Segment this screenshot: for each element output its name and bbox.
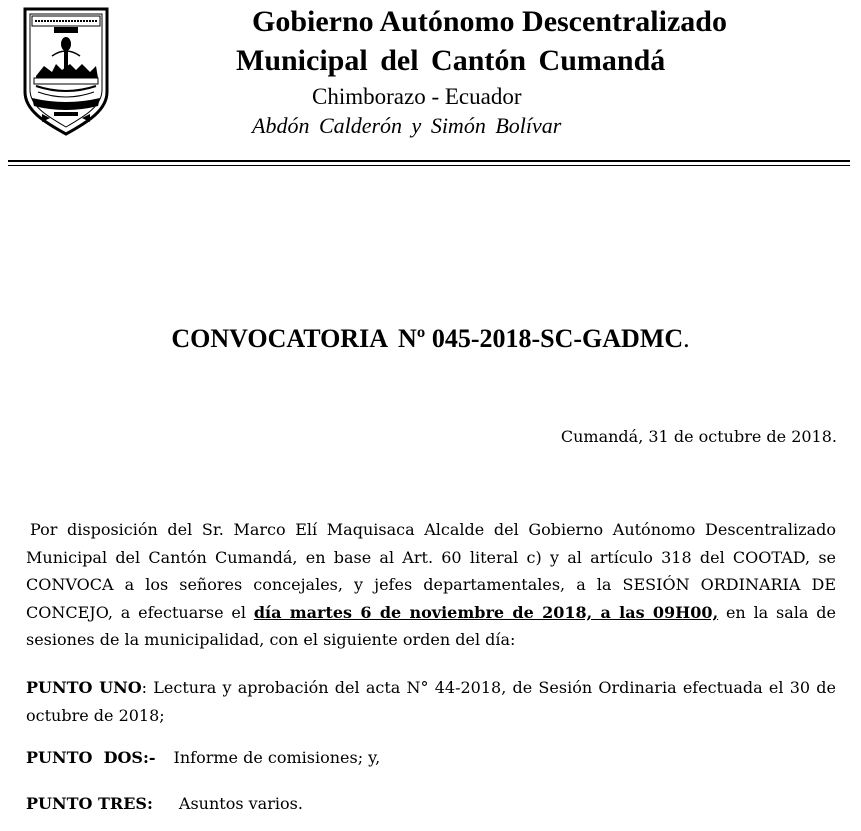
agenda-item — [26, 790, 836, 818]
convocation-paragraph — [26, 516, 836, 654]
meeting-date-time: día martes 6 de noviembre de 2018, a las 09H00, — [253, 602, 719, 622]
document-title-suffix: . — [683, 324, 690, 353]
agenda-item-label: PUNTO TRES: — [26, 794, 153, 813]
document-title — [0, 322, 861, 356]
agenda-item — [26, 674, 836, 729]
intro-text-before: Por disposición del Sr. Marco Elí Maquisaca Alcalde del Gobierno Autónomo Descentralizado Municipal del Cantón Cumandá, en base al Art. 60 literal c) y al artículo 318 del COOTAD, se CONVOCA a los señores concejales, y jefes departamentales, a la SESIÓN ORDINARIA DE CONCEJO, a efectuarse el — [26, 520, 836, 622]
agenda-item-text: : Lectura y aprobación del acta N° 44-2018, de Sesión Ordinaria efectuada el 30 de octubre de 2018; — [26, 678, 836, 725]
header-divider-thick — [8, 160, 850, 162]
municipal-coat-of-arms-icon — [22, 6, 110, 138]
header-divider-thin — [8, 165, 850, 166]
agenda-item-text: Asuntos varios. — [178, 794, 303, 813]
agenda-item-label: PUNTO UNO — [26, 678, 142, 697]
document-title-number: Nº 045-2018-SC-GADMC — [397, 324, 684, 353]
header-title-line-1: Gobierno Autónomo Descentralizado — [252, 5, 727, 38]
document-title-prefix: CONVOCATORIA — [171, 324, 388, 353]
intro-text-after: en la sala de sesiones de la municipalidad, con el siguiente orden del día: — [26, 602, 836, 649]
agenda-item-label: PUNTO DOS:- — [26, 748, 156, 767]
place-and-date: Cumandá, 31 de octubre de 2018. — [560, 427, 837, 446]
header-title-line-2: Municipal del Cantón Cumandá — [236, 44, 666, 77]
agenda-item — [26, 744, 836, 772]
header-tagline: Abdón Calderón y Simón Bolívar — [252, 113, 562, 138]
agenda-item-text: Informe de comisiones; y, — [173, 748, 381, 767]
header-subtitle: Chimborazo - Ecuador — [312, 84, 522, 109]
municipal-seal — [22, 6, 110, 138]
